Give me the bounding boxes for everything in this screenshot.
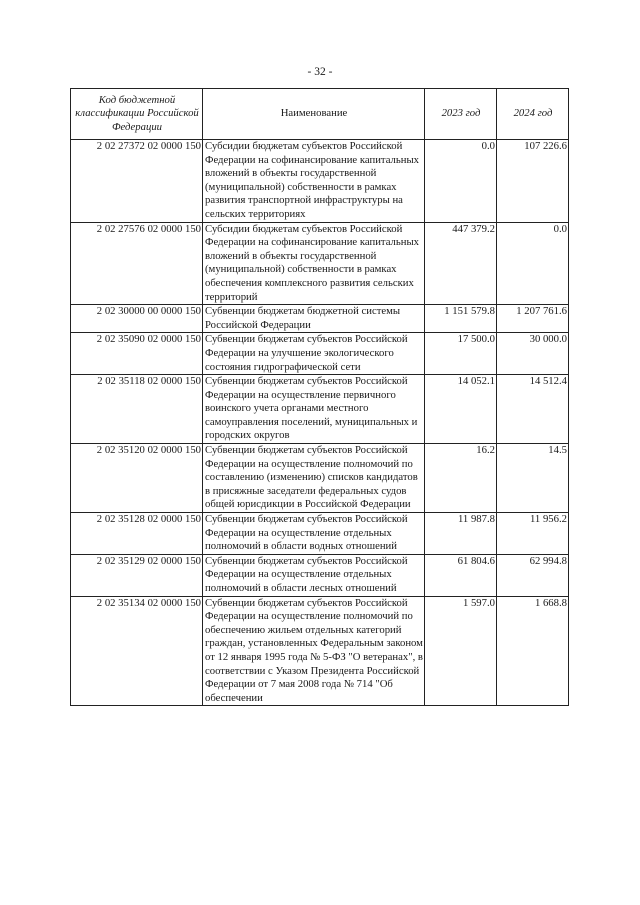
budget-code: 2 02 27576 02 0000 150 (71, 222, 203, 305)
header-name: Наименование (203, 89, 425, 140)
amount-2023: 14 052.1 (425, 375, 497, 444)
item-name: Субвенции бюджетам субъектов Российской Федерации на осуществление отдельных полномочий в области лесных отношений (203, 554, 425, 596)
table-row (71, 444, 569, 513)
amount-2023: 61 804.6 (425, 554, 497, 596)
amount-2024: 1 668.8 (497, 596, 569, 706)
amount-2024: 30 000.0 (497, 333, 569, 375)
table-row (71, 513, 569, 555)
amount-2024: 107 226.6 (497, 140, 569, 223)
budget-code: 2 02 35129 02 0000 150 (71, 554, 203, 596)
header-year-2023: 2023 год (425, 89, 497, 140)
table-row (71, 554, 569, 596)
amount-2024: 0.0 (497, 222, 569, 305)
budget-code: 2 02 35120 02 0000 150 (71, 444, 203, 513)
item-name: Субвенции бюджетам субъектов Российской Федерации на осуществление полномочий по обеспечению жильем отдельных категорий граждан, установленных Федеральным законом от 12 января 1995 года № 5-ФЗ "О ветеранах", в соответствии с Указом Президента Российской Федерации от 7 мая 2008 года № 714 "Об обеспечении (203, 596, 425, 706)
table-row (71, 222, 569, 305)
amount-2023: 17 500.0 (425, 333, 497, 375)
budget-code: 2 02 30000 00 0000 150 (71, 305, 203, 333)
budget-code: 2 02 35134 02 0000 150 (71, 596, 203, 706)
amount-2024: 62 994.8 (497, 554, 569, 596)
item-name: Субсидии бюджетам субъектов Российской Федерации на софинансирование капитальных вложений в объекты государственной (муниципальной) собственности в рамках обеспечения комплексного развития сельских территорий (203, 222, 425, 305)
table-row (71, 140, 569, 223)
budget-code: 2 02 35128 02 0000 150 (71, 513, 203, 555)
amount-2023: 447 379.2 (425, 222, 497, 305)
header-code: Код бюджетной классификации Российской Федерации (71, 89, 203, 140)
item-name: Субвенции бюджетам субъектов Российской Федерации на осуществление полномочий по составлению (изменению) списков кандидатов в присяжные заседатели федеральных судов общей юрисдикции в Российской Федерации (203, 444, 425, 513)
table-header-row (71, 89, 569, 140)
amount-2023: 16.2 (425, 444, 497, 513)
amount-2024: 1 207 761.6 (497, 305, 569, 333)
budget-code: 2 02 27372 02 0000 150 (71, 140, 203, 223)
amount-2024: 11 956.2 (497, 513, 569, 555)
amount-2023: 1 597.0 (425, 596, 497, 706)
table-row (71, 333, 569, 375)
budget-code: 2 02 35118 02 0000 150 (71, 375, 203, 444)
item-name: Субвенции бюджетам субъектов Российской Федерации на осуществление отдельных полномочий в области водных отношений (203, 513, 425, 555)
amount-2023: 11 987.8 (425, 513, 497, 555)
amount-2024: 14.5 (497, 444, 569, 513)
budget-code: 2 02 35090 02 0000 150 (71, 333, 203, 375)
item-name: Субсидии бюджетам субъектов Российской Федерации на софинансирование капитальных вложений в объекты государственной (муниципальной) собственности в рамках развития транспортной инфраструктуры на сельских территориях (203, 140, 425, 223)
page-number: - 32 - (307, 66, 333, 78)
item-name: Субвенции бюджетам субъектов Российской Федерации на осуществление первичного воинского учета органами местного самоуправления поселений, муниципальных и городских округов (203, 375, 425, 444)
item-name: Субвенции бюджетам субъектов Российской Федерации на улучшение экологического состояния гидрографической сети (203, 333, 425, 375)
amount-2024: 14 512.4 (497, 375, 569, 444)
header-year-2024: 2024 год (497, 89, 569, 140)
budget-table (70, 88, 569, 706)
amount-2023: 0.0 (425, 140, 497, 223)
table-row (71, 596, 569, 706)
table-row (71, 375, 569, 444)
item-name: Субвенции бюджетам бюджетной системы Российской Федерации (203, 305, 425, 333)
amount-2023: 1 151 579.8 (425, 305, 497, 333)
table-row (71, 305, 569, 333)
